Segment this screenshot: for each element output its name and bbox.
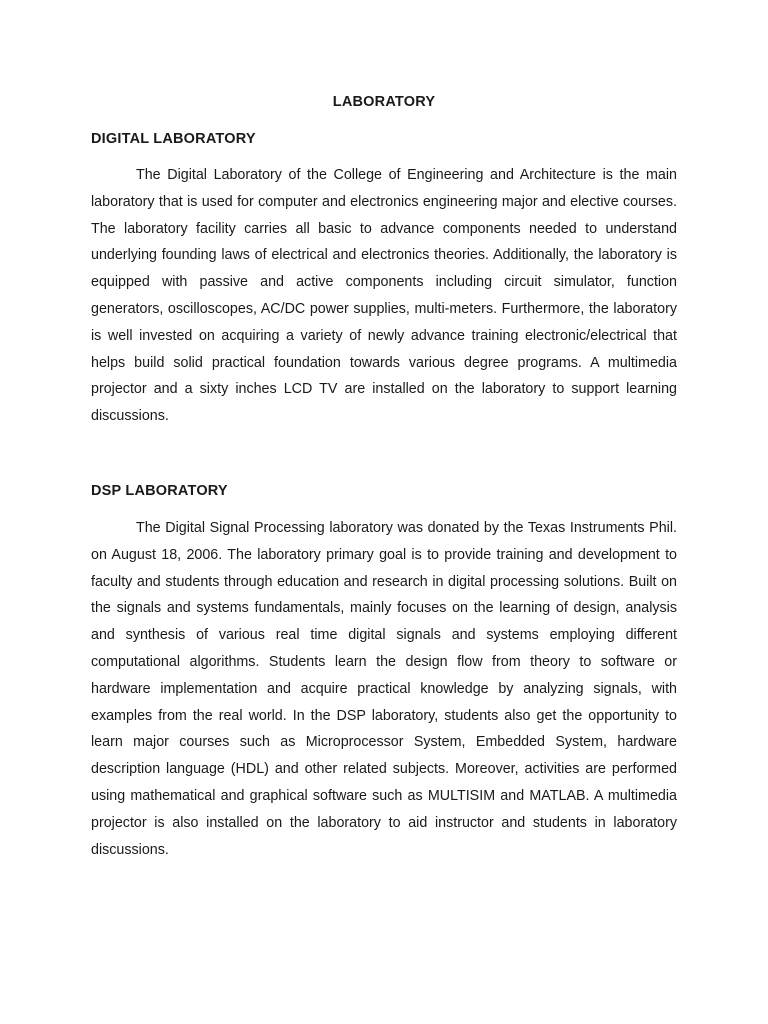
- section-heading-digital-laboratory: DIGITAL LABORATORY: [91, 131, 256, 147]
- section-body-digital-laboratory: The Digital Laboratory of the College of Engineering and Architecture is the main laboratory that is used for computer and electronics engineering major and elective courses. The laboratory facility carries all basic to advance components needed to understand underlying founding laws of electrical and electronics theories. Additionally, the laboratory is equipped with passive and active components including circuit simulator, function generators, oscilloscopes, AC/DC power supplies, multi-meters. Furthermore, the laboratory is well invested on acquiring a variety of newly advance training electronic/electrical that helps build solid practical foundation towards various degree programs. A multimedia projector and a sixty inches LCD TV are installed on the laboratory to support learning discussions.: [91, 167, 677, 425]
- document-title: LABORATORY: [332, 94, 436, 110]
- section-heading-dsp-laboratory: DSP LABORATORY: [91, 483, 228, 499]
- section-body-dsp-laboratory: The Digital Signal Processing laboratory was donated by the Texas Instruments Phil. on August 18, 2006. The laboratory primary goal is to provide training and development to faculty and students through education and research in digital processing solutions. Built on the signals and systems fundamentals, mainly focuses on the learning of design, analysis and synthesis of various real time digital signals and systems employing different computational algorithms. Students learn the design flow from theory to software or hardware implementation and acquire practical knowledge by analyzing signals, with examples from the real world. In the DSP laboratory, students also get the opportunity to learn major courses such as Microprocessor System, Embedded System, hardware description language (HDL) and other related subjects. Moreover, activities are performed using mathematical and graphical software such as MULTISIM and MATLAB. A multimedia projector is also installed on the laboratory to aid instructor and students in laboratory discussions.: [91, 520, 677, 858]
